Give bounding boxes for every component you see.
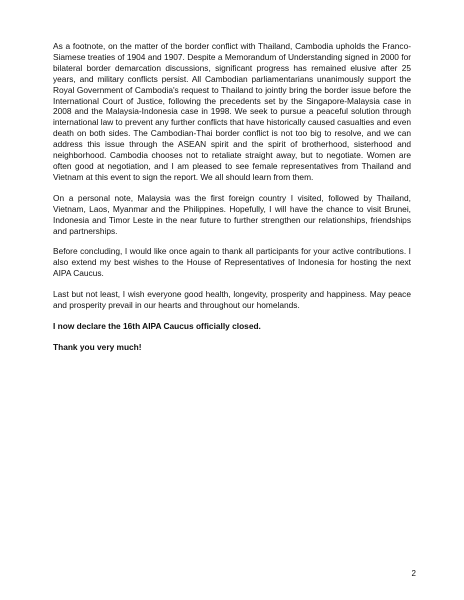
- page-body: [53, 41, 411, 363]
- paragraph-best-wishes: Last but not least, I wish everyone good health, longevity, prosperity and happiness. May peace and prosperity prevail in our hearts and throughout our homelands.: [53, 289, 411, 311]
- page-number: 2: [411, 569, 416, 578]
- thank-you-line: Thank you very much!: [53, 341, 142, 352]
- paragraph-thanks-participants: Before concluding, I would like once again to thank all participants for your active contributions. I also extend my best wishes to the House of Representatives of Indonesia for hosting the next AIPA Caucus.: [53, 246, 411, 279]
- paragraph-border-conflict: As a footnote, on the matter of the border conflict with Thailand, Cambodia upholds the Franco-Siamese treaties of 1904 and 1907. Despite a Memorandum of Understanding signed in 2000 for bilateral border demarcation discussions, significant progress has remained elusive after 25 years, and military conflicts persist. All Cambodian parliamentarians unanimously support the Royal Government of Cambodia's request to Thailand to jointly bring the border issue before the International Court of Justice, following the precedents set by the Singapore-Malaysia case in 2008 and the Malaysia-Indonesia case in 1998. We seek to pursue a peaceful solution through international law to prevent any further conflicts that have historically caused casualties and even death on both sides. The Cambodian-Thai border conflict is not too big to resolve, and we can address this issue through the ASEAN spirit and the spirit of brotherhood, sisterhood and neighborhood. Cambodia chooses not to retaliate straight away, but to negotiate. Women are often good at negotiation, and I am pleased to see female representatives from Thailand and Vietnam at this event to sign the report. We all should learn from them.: [53, 41, 411, 182]
- closing-declaration: I now declare the 16th AIPA Caucus officially closed.: [53, 320, 261, 331]
- paragraph-personal-note: On a personal note, Malaysia was the first foreign country I visited, followed by Thailand, Vietnam, Laos, Myanmar and the Philippines. Hopefully, I will have the chance to visit Brunei, Indonesia and Timor Leste in the near future to further strengthen our relationships, friendships and partnerships.: [53, 192, 411, 236]
